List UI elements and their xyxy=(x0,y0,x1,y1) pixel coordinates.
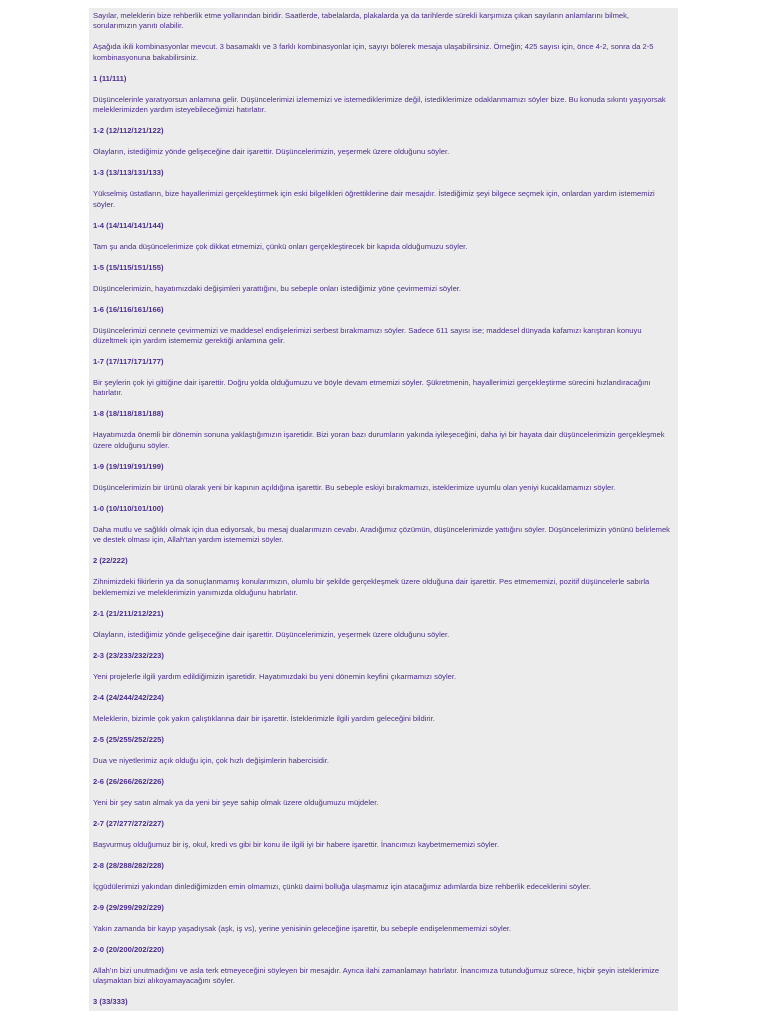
number-meaning-text: Yeni projelerle ilgili yardım edildiğimizin işaretidir. Hayatımızdaki bu yeni dönemin keyfini çıkarmamızı söyler. xyxy=(93,671,457,681)
number-heading: 1-3 (13/113/131/133) xyxy=(93,168,164,178)
number-meaning-text: İçgüdülerimizi yakından dinlediğimizden emin olmamızı, çünkü daimi bolluğa ulaşmamız için atacağımız adımlarda bize rehberlik edeceklerini söyler. xyxy=(93,881,592,891)
number-heading: 1-4 (14/114/141/144) xyxy=(93,220,164,230)
number-meaning-text: Dua ve niyetlerimiz açık olduğu için, çok hızlı değişimlerin habercisidir. xyxy=(93,755,329,765)
number-heading: 1-8 (18/118/181/188) xyxy=(93,409,164,419)
number-meaning-text: Düşüncelerinle yaratıyorsun anlamına gelir. Düşüncelerimizi izlememizi ve istemediklerimize değil, istediklerimize odaklanmamızı söyler bize. Bu konuda sıkıntı yaşıyorsak meleklerimizden yardım isteyebileceğimizi hatırlatır. xyxy=(93,94,666,115)
number-meaning-text: Daha mutlu ve sağlıklı olmak için dua ediyorsak, bu mesaj dualarımızın cevabı. Aradığımız çözümün, düşüncelerimizde yattığını söyler. Düşüncelerimizin yönünü belirlemek ve destek olması için, Allah'tan yardım istememizi söyler. xyxy=(93,524,670,545)
number-heading: 1-0 (10/110/101/100) xyxy=(93,503,164,513)
number-heading: 2-5 (25/255/252/225) xyxy=(93,734,164,744)
number-heading: 3 (33/333) xyxy=(93,997,128,1007)
number-meanings-list xyxy=(93,74,674,1008)
number-meaning-text: Olayların, istediğimiz yönde gelişeceğine dair işarettir. Düşüncelerimizin, yeşermek üzere olduğunu söyler. xyxy=(93,629,450,639)
number-meaning-text: Zihnimizdeki fikirlerin ya da sonuçlanmamış konularımızın, olumlu bir şekilde gerçekleşmek üzere olduğuna dair işarettir. Pes etmememizi, pozitif düşüncelerle sabırla beklememizi ve meleklerimizin yanımızda olduğunu hatırlatır. xyxy=(93,577,650,597)
intro-paragraph: Aşağıda ikili kombinasyonlar mevcut. 3 basamaklı ve 3 farklı kombinasyonlar için, sayıyı bölerek mesaja ulaşabilirsiniz. Örneğin; 425 sayısı için, önce 4-2, sonra da 2-5 kombinasyonuna bakabilirsiniz. xyxy=(93,42,654,62)
number-meaning-text: Düşüncelerimizin, hayatımızdaki değişimleri yarattığını, bu sebeple onları istediğimiz yöne çevirmemizi söyler. xyxy=(93,283,462,293)
number-heading: 1-6 (16/116/161/166) xyxy=(93,304,164,314)
number-meaning-text: Bir şeylerin çok iyi gittiğine dair işarettir. Doğru yolda olduğumuzu ve böyle devam etmemizi söyler. Şükretmenin, hayallerimizi gerçekleştirme sürecini hızlandıracağını hatırlatır. xyxy=(93,378,651,398)
number-heading: 1-9 (19/119/191/199) xyxy=(93,461,164,471)
number-heading: 2 (22/222) xyxy=(93,556,128,566)
number-heading: 2-0 (20/200/202/220) xyxy=(93,944,164,954)
number-heading: 1 (11/111) xyxy=(93,73,127,83)
number-heading: 2-3 (23/233/232/223) xyxy=(93,650,164,660)
number-meaning-text: Düşüncelerimizin bir ürünü olarak yeni bir kapının açıldığına işarettir. Bu sebeple eskiyi bırakmamızı, isteklerimize uyumlu olan yeniyi kucaklamamızı söyler. xyxy=(93,482,616,492)
number-meaning-text: Allah'ın bizi unutmadığını ve asla terk etmeyeceğini söyleyen bir mesajdır. Ayrıca ilahi zamanlamayı hatırlatır. İnancımıza tutunduğumuz sürece, hiçbir şeyin isteklerimize ulaşmaktan bizi alıkoyamayacağını söyler. xyxy=(93,965,660,986)
number-meaning-text: Tam şu anda düşüncelerimize çok dikkat etmemizi, çünkü onları gerçekleştirecek bir kapıda olduğumuzu söyler. xyxy=(93,241,468,251)
number-heading: 2-6 (26/266/262/226) xyxy=(93,776,164,786)
number-meaning-text: Meleklerin, bizimle çok yakın çalıştıklarına dair bir işarettir. İsteklerimizle ilgili yardım geleceğini bildirir. xyxy=(93,713,435,723)
number-heading: 2-7 (27/277/272/227) xyxy=(93,818,164,828)
number-heading: 1-5 (15/115/151/155) xyxy=(93,262,164,272)
number-meaning-text: Olayların, istediğimiz yönde gelişeceğine dair işarettir. Düşüncelerimizin, yeşermek üzere olduğunu söyler. xyxy=(93,147,450,157)
number-heading: 1-7 (17/117/171/177) xyxy=(93,357,164,367)
number-meaning-text: Yeni bir şey satın almak ya da yeni bir şeye sahip olmak üzere olduğumuzu müjdeler. xyxy=(93,797,379,807)
number-meaning-text: Yakın zamanda bir kayıp yaşadıysak (aşk, iş vs), yerine yenisinin geleceğine işarettir, bu sebeple endişelenmememizi söyler. xyxy=(93,923,512,933)
number-meaning-text: Düşüncelerimizi cennete çevirmemizi ve maddesel endişelerimizi serbest bırakmamızı söyler. Sadece 611 sayısı ise; maddesel dünyada kafamızı karıştıran konuyu düzeltmek için yardım istememiz gerektiği anlamına gelir. xyxy=(93,325,642,346)
number-heading: 2-4 (24/244/242/224) xyxy=(93,692,164,702)
article-content xyxy=(89,8,678,1011)
number-meaning-text: Yükselmiş üstatların, bize hayallerimizi gerçekleştirmek için eski bilgelikleri öğrettiklerine dair mesajdır. İstediğimiz şeyi bilgece seçmek için, onlardan yardım istememizi söyler. xyxy=(93,189,655,209)
number-meaning-text: Hayatımızda önemli bir dönemin sonuna yaklaştığımızın işaretidir. Bizi yoran bazı durumların yakında iyileşeceğini, daha iyi bir hayata dair düşüncelerimizin gerçekleşmek üzere olduğunu söyler. xyxy=(93,430,665,450)
number-heading: 2-1 (21/211/212/221) xyxy=(93,608,164,618)
number-meaning-text: Başvurmuş olduğumuz bir iş, okul, kredi vs gibi bir konu ile ilgili iyi bir habere işarettir. İnancımızı kaybetmememizi söyler. xyxy=(93,839,499,849)
number-heading: 1-2 (12/112/121/122) xyxy=(93,126,164,136)
number-heading: 2-8 (28/288/282/228) xyxy=(93,860,164,870)
intro-paragraph: Sayılar, meleklerin bize rehberlik etme yollarından biridir. Saatlerde, tabelalarda, plakalarda ya da tarihlerde sürekli karşımıza çıkan sayıların anlamlarını bilmek, sorularımızın yanıtı olabilir. xyxy=(93,11,630,31)
number-heading: 2-9 (29/299/292/229) xyxy=(93,902,164,912)
